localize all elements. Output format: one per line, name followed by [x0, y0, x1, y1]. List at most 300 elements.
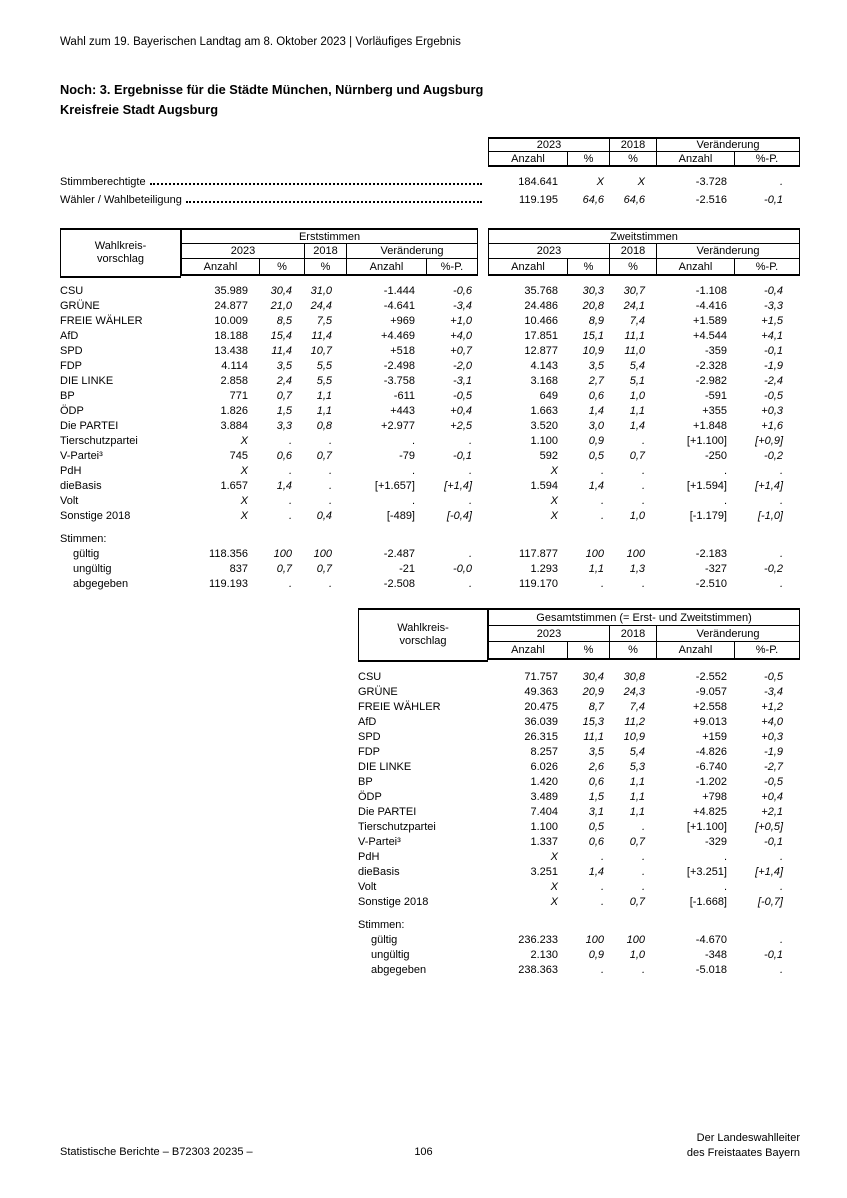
- header-2018: 2018: [610, 244, 657, 258]
- cell: .: [288, 495, 292, 507]
- header-pct: %: [260, 259, 305, 274]
- column-gutter: [478, 374, 488, 389]
- cell: 5,1: [629, 375, 645, 387]
- column-gutter: [478, 404, 488, 419]
- cell: [+1.100]: [686, 435, 727, 447]
- header-pct: %: [610, 642, 657, 658]
- cell: 1,0: [629, 510, 645, 522]
- cell: 4.114: [221, 360, 248, 372]
- cell: .: [288, 435, 292, 447]
- cell: -0,5: [764, 776, 783, 788]
- cell: 3.168: [530, 375, 558, 387]
- report-header: Wahl zum 19. Bayerischen Landtag am 8. Oktober 2023 | Vorläufiges Ergebnis: [60, 36, 461, 48]
- cell: .: [468, 578, 472, 590]
- column-gutter: [478, 494, 488, 509]
- cell: -0,5: [764, 390, 783, 402]
- cell: .: [468, 548, 472, 560]
- cell: [-0,4]: [446, 510, 472, 522]
- cell: .: [779, 934, 783, 946]
- row-label: AfD: [358, 716, 377, 728]
- total-table-label-header: [358, 608, 488, 662]
- cell: 30,4: [270, 285, 292, 297]
- cell: -0,2: [764, 450, 783, 462]
- cell: 24,1: [623, 300, 645, 312]
- cell: X: [637, 176, 645, 188]
- cell: +443: [390, 405, 415, 417]
- cell: .: [600, 964, 604, 976]
- table-row: [358, 730, 800, 745]
- cell: 11,1: [624, 330, 645, 342]
- cell: X: [550, 896, 558, 908]
- cell: .: [723, 851, 727, 863]
- row-label: Sonstige 2018: [358, 896, 429, 908]
- cell: 119.193: [209, 578, 248, 590]
- header-2018: 2018: [610, 626, 657, 641]
- row-label: ÖDP: [60, 405, 84, 417]
- cell: X: [240, 495, 248, 507]
- cell: 745: [229, 450, 248, 462]
- row-label: Volt: [358, 881, 377, 893]
- cell: [-489]: [386, 510, 415, 522]
- cell: 15,4: [270, 330, 292, 342]
- label-header-line1: Wahlkreis-: [397, 622, 449, 634]
- row-label: Die PARTEI: [60, 420, 119, 432]
- column-gutter: [478, 562, 488, 577]
- row-label: Stimmen:: [60, 533, 107, 545]
- cell: +0,4: [761, 791, 783, 803]
- column-gutter: [478, 299, 488, 314]
- header-anzahl: Anzahl: [489, 259, 568, 274]
- cell: -4.670: [695, 934, 727, 946]
- footer-publisher-line1: Der Landeswahlleiter: [696, 1132, 800, 1144]
- cell: 0,9: [588, 435, 604, 447]
- cell: .: [600, 896, 604, 908]
- cell: 1,0: [629, 949, 645, 961]
- cell: .: [288, 510, 292, 522]
- erststimmen-header: [181, 228, 478, 276]
- cell: +9.013: [693, 716, 727, 728]
- cell: +0,3: [761, 405, 783, 417]
- row-label: abgegeben: [371, 964, 427, 976]
- table-row: [358, 933, 800, 948]
- cell: [+0,5]: [755, 821, 783, 833]
- dotted-leader: [186, 191, 482, 203]
- table-row: [60, 434, 800, 449]
- cell: -2.982: [695, 375, 727, 387]
- row-label: AfD: [60, 330, 79, 342]
- cell: -2.183: [695, 548, 727, 560]
- table-row: [358, 760, 800, 775]
- cell: .: [328, 495, 332, 507]
- header-2018: 2018: [610, 139, 657, 151]
- row-label: Stimmen:: [358, 919, 405, 931]
- cell: 64,6: [623, 194, 645, 206]
- cell: 71.757: [524, 671, 558, 683]
- cell: 1.594: [530, 480, 558, 492]
- cell: 12.877: [524, 345, 558, 357]
- cell: +2,5: [450, 420, 472, 432]
- cell: 100: [273, 548, 292, 560]
- cell: 20,9: [582, 686, 604, 698]
- cell: .: [641, 851, 645, 863]
- cell: -2.508: [383, 578, 415, 590]
- header-change: Veränderung: [696, 139, 760, 151]
- cell: +1,5: [761, 315, 783, 327]
- page-title-line2: Kreisfreie Stadt Augsburg: [60, 102, 219, 117]
- cell: 24,4: [310, 300, 332, 312]
- cell: .: [779, 465, 783, 477]
- cell: 2,7: [588, 375, 604, 387]
- cell: -3.758: [383, 375, 415, 387]
- cell: 10.009: [214, 315, 248, 327]
- header-2018: 2018: [305, 244, 347, 258]
- cell: .: [779, 495, 783, 507]
- table-row: [60, 191, 800, 209]
- cell: 184.641: [518, 176, 558, 188]
- cell: 0,7: [276, 390, 292, 402]
- erststimmen-years-row: [182, 244, 477, 259]
- cell: 1,1: [629, 405, 645, 417]
- cell: 0,7: [629, 836, 645, 848]
- cell: 1,1: [316, 405, 332, 417]
- cell: 6.026: [530, 761, 558, 773]
- header-pctp: %-P.: [755, 152, 779, 165]
- cell: 31,0: [310, 285, 332, 297]
- row-label: ungültig: [73, 563, 112, 575]
- table-row: [358, 670, 800, 685]
- row-label: BP: [358, 776, 373, 788]
- cell: 100: [626, 548, 645, 560]
- column-gutter: [478, 389, 488, 404]
- cell: 17.851: [524, 330, 558, 342]
- cell: .: [779, 578, 783, 590]
- cell: .: [411, 435, 415, 447]
- table-row: [60, 547, 800, 562]
- cell: 24.877: [214, 300, 248, 312]
- column-gutter: [478, 419, 488, 434]
- table-row: [60, 577, 800, 592]
- cell: 24.486: [524, 300, 558, 312]
- cell: .: [600, 495, 604, 507]
- cell: 0,8: [316, 420, 332, 432]
- row-label: dieBasis: [60, 480, 102, 492]
- cell: .: [288, 578, 292, 590]
- cell: 592: [539, 450, 558, 462]
- cell: 8,5: [276, 315, 292, 327]
- table-row: [60, 562, 800, 577]
- table-row: [358, 820, 800, 835]
- cell: -4.641: [383, 300, 415, 312]
- cell: .: [288, 465, 292, 477]
- cell: 1.420: [530, 776, 558, 788]
- table-row: [60, 494, 800, 509]
- cell: 1,1: [316, 390, 332, 402]
- table-row: [60, 404, 800, 419]
- cell: 236.233: [518, 934, 558, 946]
- table-row: [60, 479, 800, 494]
- cell: 1,4: [588, 480, 604, 492]
- cell: 837: [229, 563, 248, 575]
- cell: 3.251: [530, 866, 558, 878]
- row-label: PdH: [60, 465, 82, 477]
- cell: +969: [390, 315, 415, 327]
- header-pct: %: [568, 152, 610, 165]
- cell: +0,7: [450, 345, 472, 357]
- cell: .: [641, 881, 645, 893]
- cell: 1.826: [220, 405, 248, 417]
- cell: 10,9: [582, 345, 604, 357]
- cell: .: [600, 851, 604, 863]
- cell: 49.363: [524, 686, 558, 698]
- cell: X: [550, 465, 558, 477]
- cell: 7,4: [629, 315, 645, 327]
- cell: 8,7: [588, 701, 604, 713]
- cell: 118.356: [209, 548, 248, 560]
- cell: 1.657: [220, 480, 248, 492]
- header-anzahl: Anzahl: [347, 259, 427, 274]
- cell: 11,0: [624, 345, 645, 357]
- cell: 1.293: [530, 563, 558, 575]
- cell: .: [723, 881, 727, 893]
- cell: +1,0: [450, 315, 472, 327]
- cell: -2.498: [383, 360, 415, 372]
- cell: 1,5: [588, 791, 604, 803]
- cell: 35.768: [524, 285, 558, 297]
- cell: X: [596, 176, 604, 188]
- cell: 2.858: [220, 375, 248, 387]
- table-row: [60, 314, 800, 329]
- cell: 5,5: [316, 360, 332, 372]
- cell: 1,1: [629, 791, 645, 803]
- cell: 30,7: [623, 285, 645, 297]
- row-label: CSU: [358, 671, 382, 683]
- header-pct: %: [610, 152, 657, 165]
- table-row: [60, 329, 800, 344]
- column-gutter: [478, 464, 488, 479]
- label-header-line2: vorschlag: [96, 253, 145, 265]
- gesamtstimmen-title-row: [489, 610, 799, 626]
- cell: X: [240, 465, 248, 477]
- label-header-line2: vorschlag: [399, 635, 447, 647]
- column-gutter: [478, 314, 488, 329]
- cell: 100: [585, 548, 604, 560]
- cell: +1,2: [761, 701, 783, 713]
- cell: 117.877: [519, 548, 558, 560]
- row-label: abgegeben: [73, 578, 129, 590]
- cell: [-1.179]: [689, 510, 727, 522]
- table-row: [358, 850, 800, 865]
- summary-table: [60, 173, 800, 209]
- cell: 10,7: [310, 345, 332, 357]
- cell: 0,6: [276, 450, 292, 462]
- cell: 1,3: [629, 563, 645, 575]
- footer-page-number: 106: [414, 1146, 433, 1158]
- cell: -2.487: [383, 548, 415, 560]
- cell: -0,1: [764, 836, 783, 848]
- header-2023: 2023: [182, 244, 305, 258]
- cell: -2.516: [695, 194, 727, 206]
- cell: [+1.594]: [686, 480, 727, 492]
- cell: 10,9: [623, 731, 645, 743]
- table-row: [358, 745, 800, 760]
- row-label: dieBasis: [358, 866, 400, 878]
- column-gutter: [478, 359, 488, 374]
- cell: [+1.657]: [374, 480, 415, 492]
- cell: +518: [390, 345, 415, 357]
- cell: [+1,4]: [755, 480, 783, 492]
- cell: X: [550, 510, 558, 522]
- cell: .: [411, 495, 415, 507]
- cell: 1,4: [588, 866, 604, 878]
- cell: -3,1: [453, 375, 472, 387]
- cell: .: [779, 548, 783, 560]
- cell: .: [600, 510, 604, 522]
- cell: -0,1: [764, 949, 783, 961]
- cell: 0,6: [588, 390, 604, 402]
- row-label: gültig: [371, 934, 398, 946]
- cell: -1.444: [383, 285, 415, 297]
- cell: 1,4: [588, 405, 604, 417]
- cell: -5.018: [695, 964, 727, 976]
- cell: 3,1: [588, 806, 604, 818]
- cell: 0,7: [629, 450, 645, 462]
- row-label: Volt: [60, 495, 79, 507]
- cell: 649: [539, 390, 558, 402]
- column-gutter: [478, 577, 488, 592]
- cell: -0,6: [453, 285, 472, 297]
- row-label: Tierschutzpartei: [60, 435, 138, 447]
- cell: 5,3: [629, 761, 645, 773]
- cell: +159: [702, 731, 727, 743]
- header-change: Veränderung: [696, 627, 760, 640]
- erststimmen-cols-row: [182, 259, 477, 274]
- cell: -2,7: [764, 761, 783, 773]
- zweitstimmen-cols-row: [489, 259, 799, 274]
- cell: 3,5: [588, 746, 604, 758]
- footer-publisher: [687, 1131, 800, 1161]
- cell: [-0,7]: [757, 896, 783, 908]
- column-gutter: [478, 344, 488, 359]
- cell: -611: [393, 390, 415, 402]
- cell: -0,5: [453, 390, 472, 402]
- cell: -3,4: [764, 686, 783, 698]
- cell: -0,1: [453, 450, 472, 462]
- cell: -348: [704, 949, 727, 961]
- row-label: FDP: [358, 746, 380, 758]
- cell: .: [328, 435, 332, 447]
- row-label: FREIE WÄHLER: [60, 315, 143, 327]
- row-label: SPD: [60, 345, 83, 357]
- cell: 20,8: [582, 300, 604, 312]
- table-row: [60, 419, 800, 434]
- header-anzahl: Anzahl: [489, 642, 568, 658]
- header-zweitstimmen: Zweitstimmen: [610, 230, 678, 243]
- cell: 3.489: [530, 791, 558, 803]
- cell: 3,0: [588, 420, 604, 432]
- cell: .: [600, 881, 604, 893]
- column-gutter: [478, 284, 488, 299]
- cell: 7,4: [629, 701, 645, 713]
- table-row: [60, 359, 800, 374]
- column-gutter: [478, 329, 488, 344]
- cell: 3,5: [276, 360, 292, 372]
- cell: .: [723, 465, 727, 477]
- column-gutter: [478, 547, 488, 562]
- header-2023: 2023: [489, 626, 610, 641]
- cell: 2,6: [588, 761, 604, 773]
- cell: 7,5: [316, 315, 332, 327]
- cell: 1.100: [530, 821, 558, 833]
- cell: 11,4: [271, 345, 292, 357]
- row-label: ÖDP: [358, 791, 382, 803]
- cell: -3,3: [764, 300, 783, 312]
- zweitstimmen-title-row: [489, 230, 799, 244]
- cell: 64,6: [582, 194, 604, 206]
- cell: X: [240, 435, 248, 447]
- page-title-line1: Noch: 3. Ergebnisse für die Städte München, Nürnberg und Augsburg: [60, 82, 484, 97]
- summary-header-row-years: [489, 139, 799, 152]
- table-row: [358, 948, 800, 963]
- cell: -1,9: [764, 360, 783, 372]
- section-label-row: [60, 532, 800, 547]
- cell: 36.039: [524, 716, 558, 728]
- cell: -21: [399, 563, 415, 575]
- cell: 119.170: [519, 578, 558, 590]
- cell: 1,4: [276, 480, 292, 492]
- row-label: GRÜNE: [358, 686, 398, 698]
- cell: 10.466: [524, 315, 558, 327]
- header-anzahl: Anzahl: [657, 152, 735, 165]
- header-pctp: %-P.: [755, 644, 779, 656]
- cell: -0,1: [764, 194, 783, 206]
- cell: 30,3: [582, 285, 604, 297]
- cell: -250: [704, 450, 727, 462]
- cell: 1.663: [530, 405, 558, 417]
- cell: .: [779, 851, 783, 863]
- table-row: [60, 284, 800, 299]
- cell: 1,4: [629, 420, 645, 432]
- cell: .: [779, 881, 783, 893]
- header-change: Veränderung: [380, 245, 444, 257]
- table-row: [358, 835, 800, 850]
- cell: [+1,4]: [444, 480, 472, 492]
- row-label: Tierschutzpartei: [358, 821, 436, 833]
- cell: -0,0: [453, 563, 472, 575]
- gesamtstimmen-table: [358, 670, 800, 978]
- cell: 100: [626, 934, 645, 946]
- cell: -0,1: [764, 345, 783, 357]
- table-row: [60, 509, 800, 524]
- cell: .: [723, 495, 727, 507]
- cell: .: [328, 578, 332, 590]
- header-pctp: %-P.: [755, 260, 779, 273]
- cell: 1,0: [629, 390, 645, 402]
- cell: -1.108: [695, 285, 727, 297]
- header-change: Veränderung: [696, 245, 760, 257]
- footer-publisher-line2: des Freistaates Bayern: [686, 1147, 800, 1159]
- cell: 1,1: [629, 776, 645, 788]
- header-pctp: %-P.: [440, 260, 464, 273]
- cell: .: [411, 465, 415, 477]
- cell: -2,0: [453, 360, 472, 372]
- cell: 11,1: [583, 731, 604, 743]
- row-label: BP: [60, 390, 75, 402]
- cell: 13.438: [214, 345, 248, 357]
- cell: +0,4: [450, 405, 472, 417]
- row-label: ungültig: [371, 949, 410, 961]
- main-table-label-header: [60, 228, 181, 278]
- cell: 3,5: [588, 360, 604, 372]
